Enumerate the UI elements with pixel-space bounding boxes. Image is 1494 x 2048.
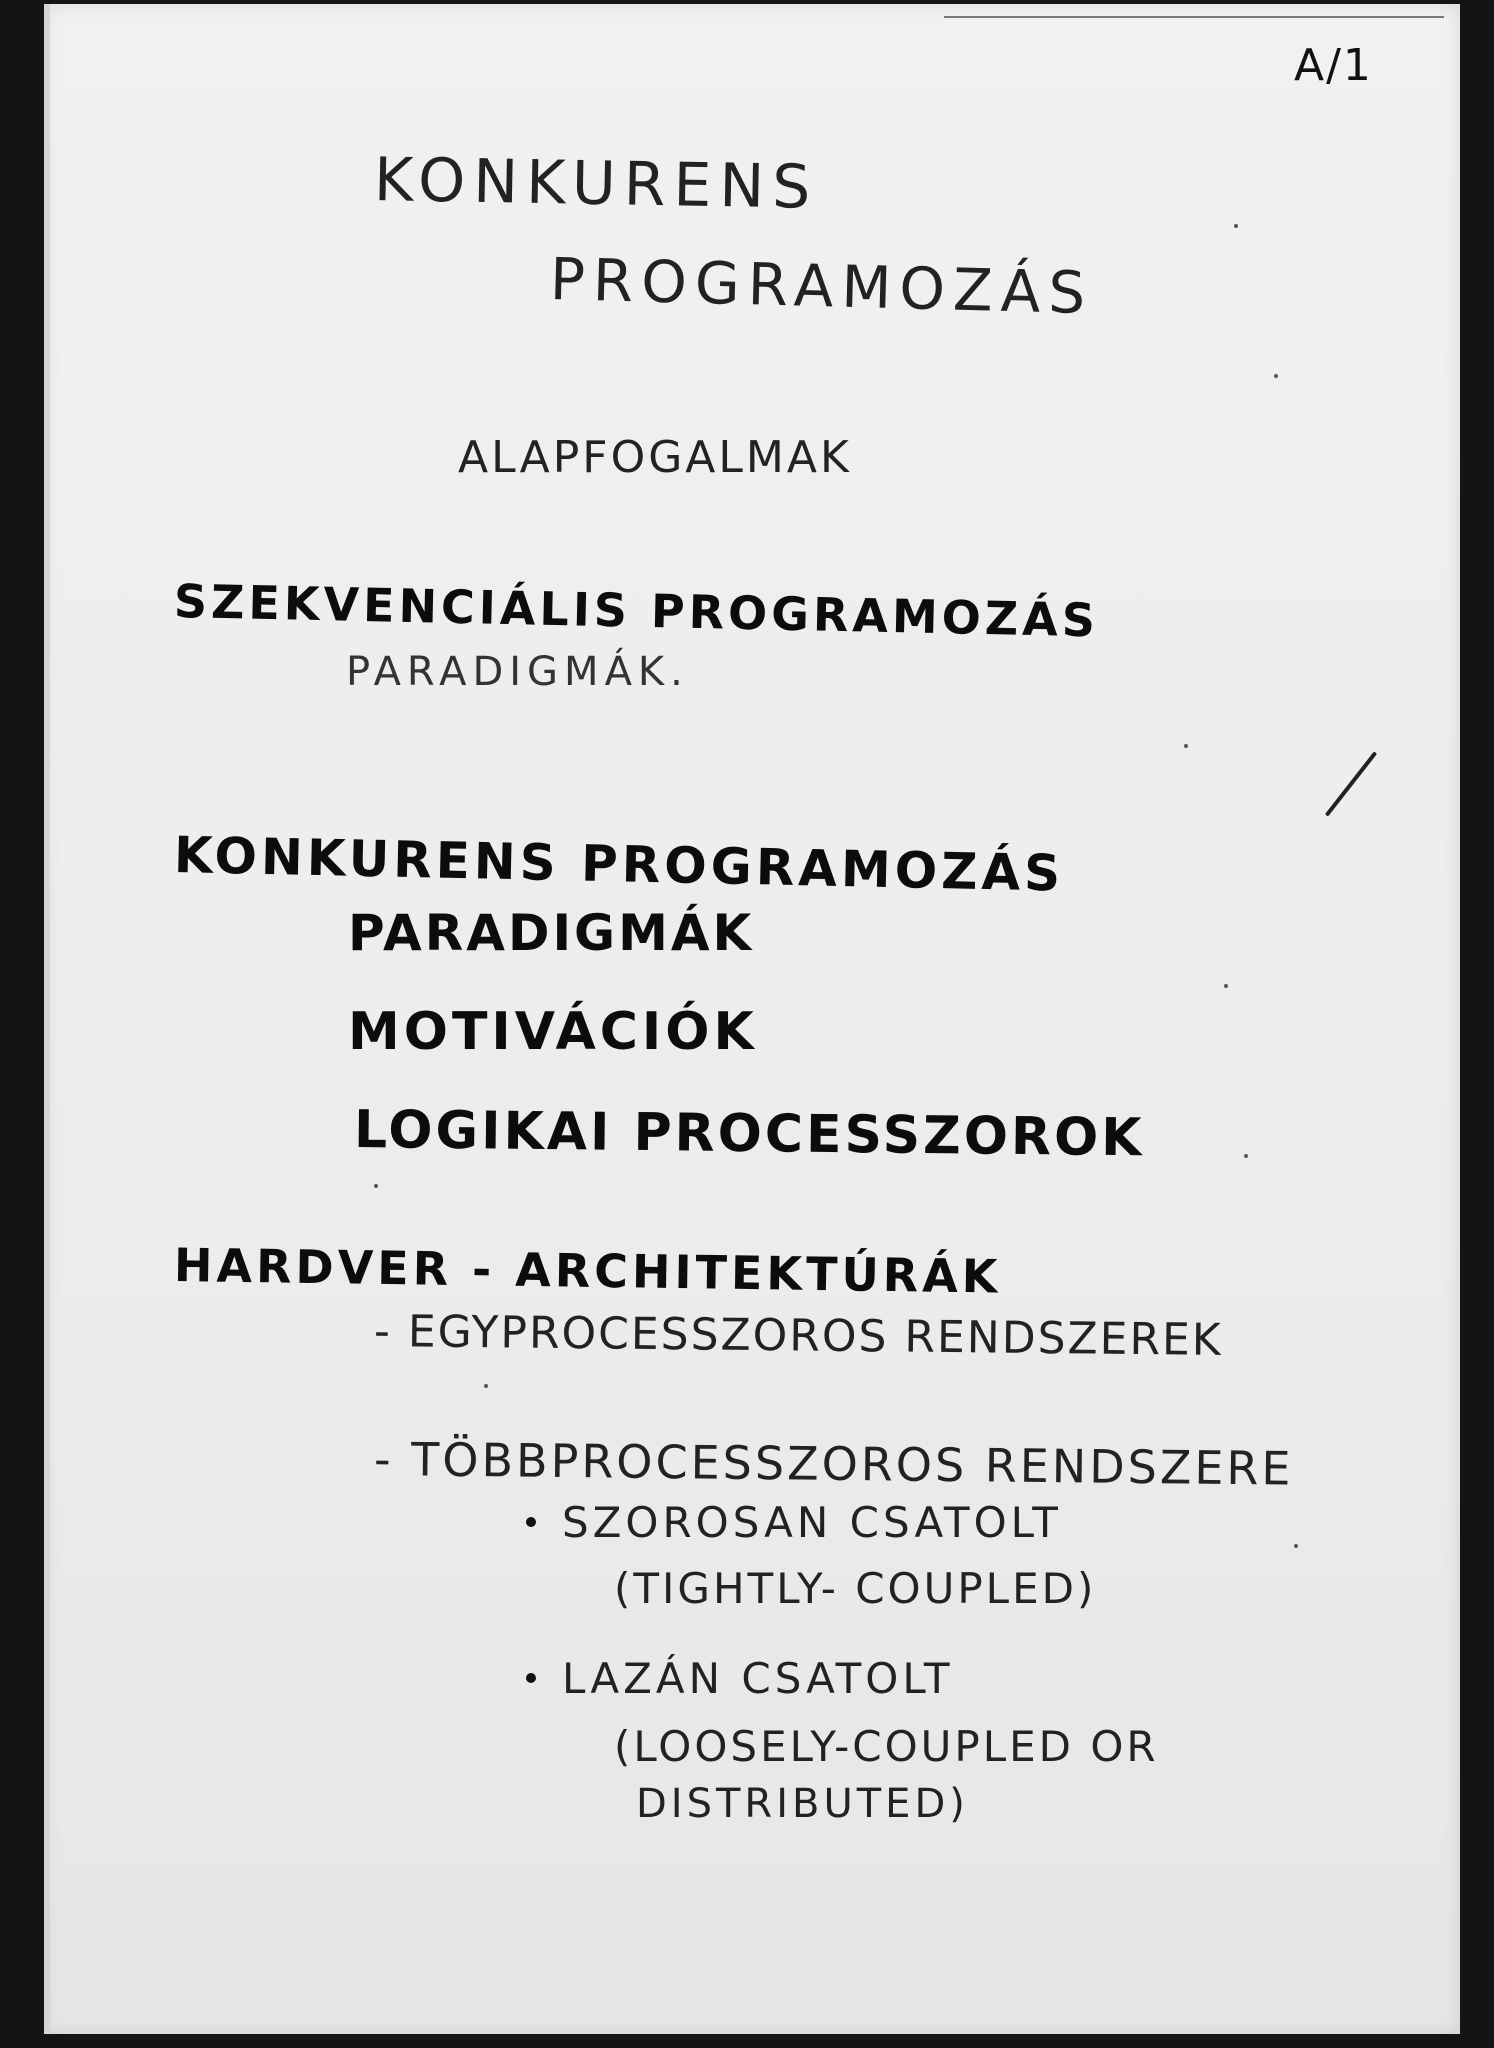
page-number: A/1	[1294, 40, 1373, 91]
scan-speck	[1184, 744, 1188, 748]
scan-speck	[1274, 374, 1278, 378]
scan-speck	[1244, 1154, 1248, 1158]
paper-page	[44, 4, 1460, 2034]
sequential-subheading: PARADIGMÁK.	[346, 649, 689, 695]
concurrent-logical-processors: LOGIKAI PROCESSZOROK	[353, 1100, 1145, 1169]
hardware-item-uniprocessor: - EGYPROCESSZOROS RENDSZEREK	[373, 1306, 1223, 1366]
scan-speck	[1294, 1544, 1298, 1548]
bullet-title: SZOROSAN CSATOLT	[562, 1498, 1062, 1547]
bullet-item-loosely-coupled	[526, 1654, 954, 1703]
pen-stroke-mark	[1325, 751, 1377, 817]
concurrent-motivations: MOTIVÁCIÓK	[348, 1002, 758, 1062]
title-line-1: KONKURENS	[373, 145, 819, 223]
bullet-dot-icon	[526, 1517, 536, 1527]
top-edge-line	[944, 16, 1444, 18]
concurrent-heading: KONKURENS PROGRAMOZÁS	[173, 826, 1065, 903]
scan-speck	[374, 1184, 378, 1188]
bullet-dot-icon	[526, 1673, 536, 1683]
sequential-heading: SZEKVENCIÁLIS PROGRAMOZÁS	[173, 574, 1100, 648]
bullet-item-tightly-coupled	[526, 1498, 1062, 1547]
bullet-subtext: (TIGHTLY- COUPLED)	[614, 1564, 1097, 1613]
hardware-item-multiprocessor: - TÖBBPROCESSZOROS RENDSZERE	[373, 1432, 1294, 1496]
concurrent-paradigms: PARADIGMÁK	[348, 904, 755, 962]
scan-speck	[1224, 984, 1228, 988]
scan-speck	[1234, 224, 1238, 228]
hardware-heading: HARDVER - ARCHITEKTÚRÁK	[173, 1238, 1002, 1304]
bullet-title: LAZÁN CSATOLT	[562, 1654, 954, 1703]
title-line-2: PROGRAMOZÁS	[549, 245, 1095, 328]
subtitle: ALAPFOGALMAK	[458, 432, 852, 483]
bullet-subtext-continued: DISTRIBUTED)	[636, 1781, 969, 1827]
bullet-subtext: (LOOSELY-COUPLED OR	[614, 1722, 1159, 1771]
scan-speck	[484, 1384, 488, 1388]
